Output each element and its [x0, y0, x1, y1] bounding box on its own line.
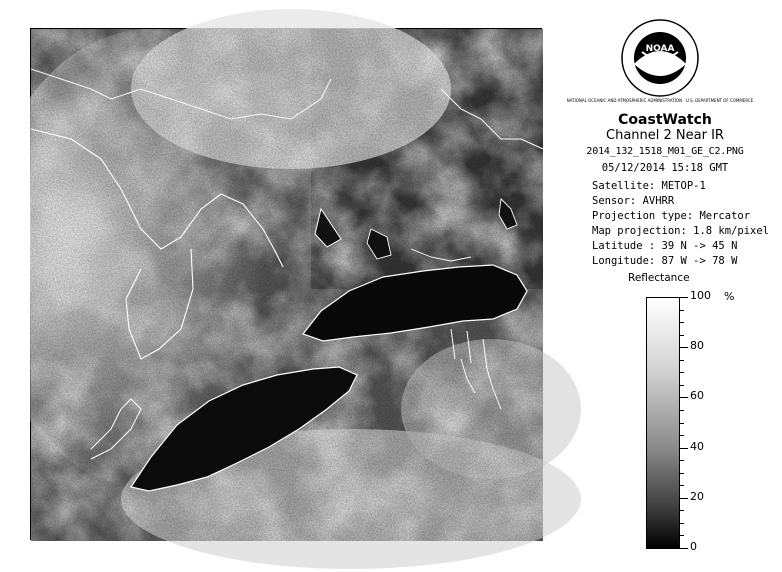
acquisition-datetime: 05/12/2014 15:18 GMT	[601, 162, 729, 174]
channel-subtitle: Channel 2 Near IR	[606, 128, 724, 143]
colorbar-minor-tick	[680, 435, 684, 436]
colorbar-minor-tick	[680, 322, 684, 323]
product-title: CoastWatch	[618, 112, 712, 128]
meta-map-projection: Map projection: 1.8 km/pixel	[592, 225, 770, 237]
meta-satellite: Satellite: METOP-1	[592, 180, 706, 192]
meta-sensor: Sensor: AVHRR	[592, 195, 675, 207]
colorbar-minor-tick	[680, 360, 684, 361]
colorbar-label: Reflectance	[628, 272, 690, 284]
colorbar-minor-tick	[680, 310, 684, 311]
colorbar	[646, 297, 680, 549]
colorbar-tick-label: 60	[690, 389, 704, 402]
colorbar-minor-tick	[680, 410, 684, 411]
colorbar-major-tick	[680, 397, 688, 398]
noaa-logo-text: NOAA	[645, 44, 675, 54]
colorbar-minor-tick	[680, 385, 684, 386]
colorbar-tick-label: 0	[690, 540, 697, 553]
colorbar-major-tick	[680, 297, 688, 298]
meta-longitude: Longitude: 87 W -> 78 W	[592, 255, 738, 267]
meta-projection-type: Projection type: Mercator	[592, 210, 751, 222]
satellite-image	[30, 28, 542, 540]
colorbar-tick-label: 40	[690, 440, 704, 453]
colorbar-tick-label: 80	[690, 339, 704, 352]
colorbar-minor-tick	[680, 372, 684, 373]
colorbar-minor-tick	[680, 523, 684, 524]
colorbar-major-tick	[680, 448, 688, 449]
meta-latitude: Latitude : 39 N -> 45 N	[592, 240, 738, 252]
satellite-image-svg	[31, 29, 543, 541]
noaa-logo	[566, 18, 754, 108]
colorbar-unit: %	[724, 290, 735, 303]
colorbar-minor-tick	[680, 473, 684, 474]
colorbar-scale	[680, 289, 750, 553]
colorbar-major-tick	[680, 498, 688, 499]
colorbar-major-tick	[680, 548, 688, 549]
colorbar-tick-label: 20	[690, 490, 704, 503]
colorbar-minor-tick	[680, 535, 684, 536]
colorbar-tick-label: 100	[690, 289, 711, 302]
image-filename: 2014_132_1518_M01_GE_C2.PNG	[586, 146, 744, 157]
colorbar-minor-tick	[680, 485, 684, 486]
noaa-logo-ring-text: NATIONAL OCEANIC AND ATMOSPHERIC ADMINISTRATION · U.S. DEPARTMENT OF COMMERCE	[566, 98, 754, 103]
colorbar-minor-tick	[680, 510, 684, 511]
colorbar-major-tick	[680, 347, 688, 348]
colorbar-minor-tick	[680, 423, 684, 424]
colorbar-minor-tick	[680, 335, 684, 336]
colorbar-minor-tick	[680, 460, 684, 461]
